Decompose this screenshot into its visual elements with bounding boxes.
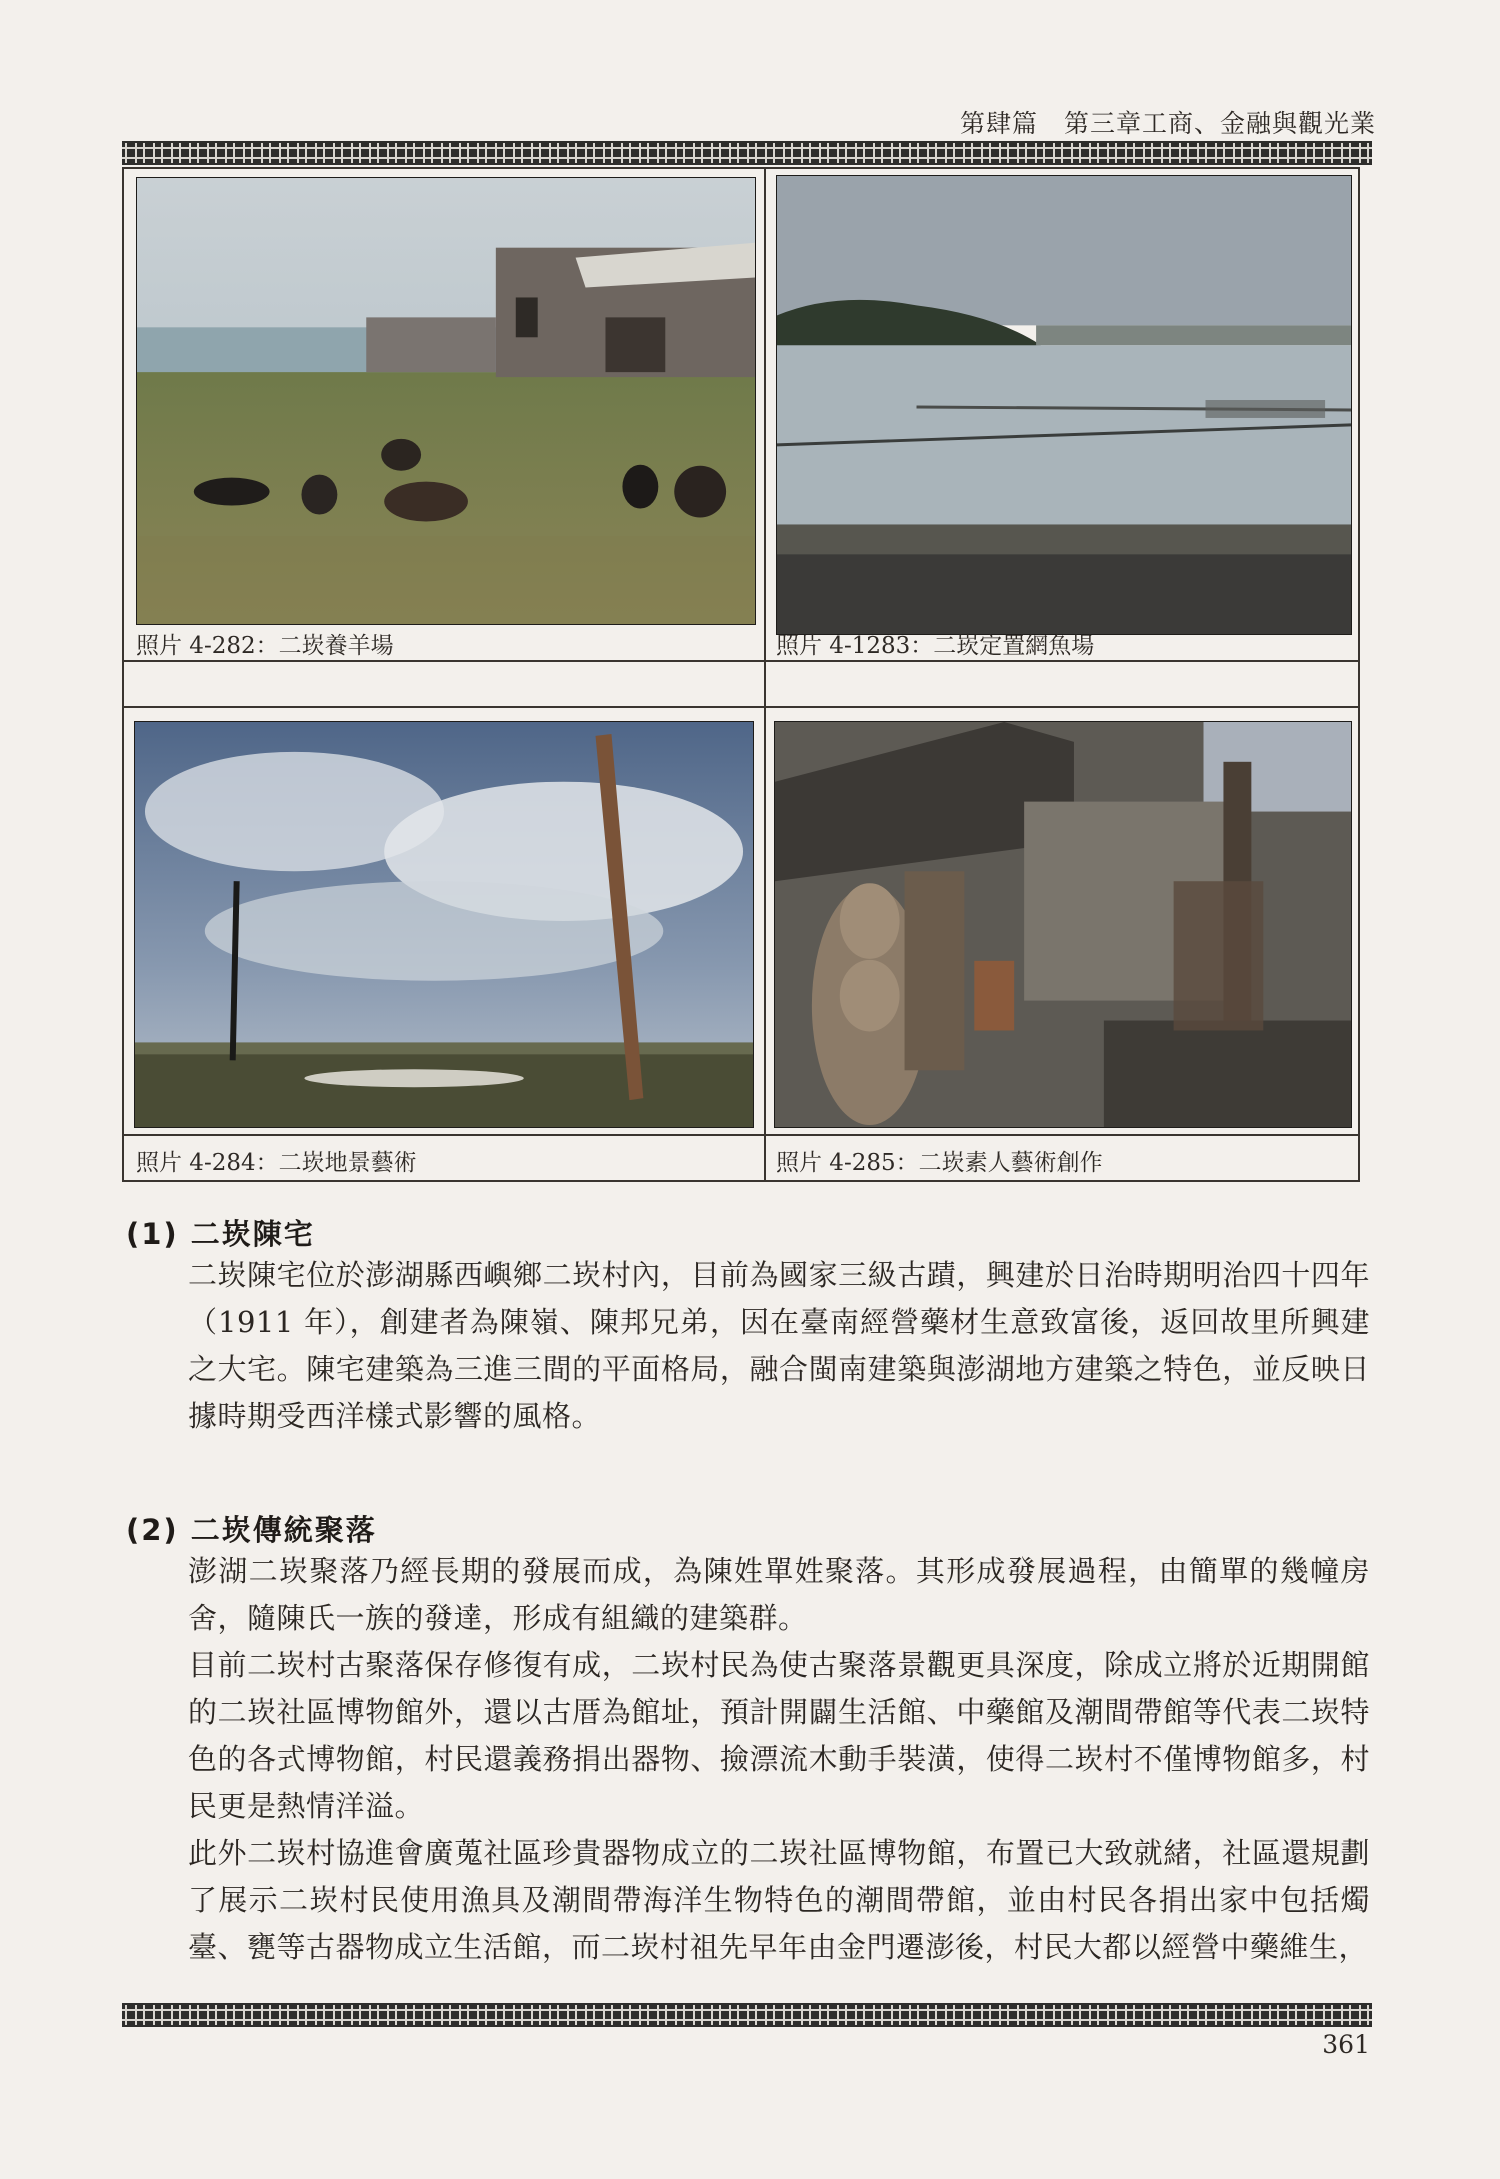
greek-key-border-top [122,141,1372,165]
paragraph-text: 目前二崁村古聚落保存修復有成，二崁村民為使古聚落景觀更具深度，除成立將於近期開館的二崁社區博物館外，還以古厝為館址，預計開闢生活館、中藥館及潮間帶館等代表二崁特色的各式博物館，村民還義務捐出器物、撿漂流木動手裝潢，使得二崁村不僅博物館多，村民更是熱情洋溢。 [188,1648,1370,1823]
photo-fishing-ground [776,175,1352,635]
paragraph-text: 二崁陳宅位於澎湖縣西嶼鄉二崁村內，目前為國家三級古蹟，興建於日治時期明治四十四年（1911 年），創建者為陳嶺、陳邦兄弟，因在臺南經營藥材生意致富後，返回故里所興建之大宅。陳宅建築為三進三間的平面格局，融合閩南建築與澎湖地方建築之特色，並反映日據時期受西洋樣式影響的風格。 [188,1258,1370,1433]
grid-divider-caption-1 [124,660,1358,662]
photo-caption: 照片 4-282：二崁養羊場 [136,633,394,659]
paragraph-text: 此外二崁村協進會廣蒐社區珍貴器物成立的二崁社區博物館，布置已大致就緒，社區還規劃了展示二崁村民使用漁具及潮間帶海洋生物特色的潮間帶館，並由村民各捐出家中包括燭臺、甕等古器物成立生活館，而二崁村祖先早年由金門遷澎後，村民大都以經營中藥維生， [188,1836,1370,1964]
page-number: 361 [1322,2030,1370,2059]
photo-grid [122,167,1360,1182]
greek-key-border-bottom [122,2003,1372,2027]
grid-divider-caption-2 [124,1134,1358,1136]
photo-folk-art [774,721,1352,1128]
photo-goat-farm [136,177,756,625]
photo-land-art [134,721,754,1128]
grid-divider-middle [124,706,1358,708]
photo-caption: 照片 4-285：二崁素人藝術創作 [776,1150,1103,1176]
photo-caption: 照片 4-284：二崁地景藝術 [136,1150,417,1176]
running-header: 第肆篇 第三章工商、金融與觀光業 [959,109,1376,138]
section-heading: (1) 二崁陳宅 [126,1217,315,1251]
body-paragraph [122,1548,1370,1971]
grid-divider-vertical [764,169,766,1180]
section-heading: (2) 二崁傳統聚落 [126,1513,377,1547]
photo-caption: 照片 4-1283：二崁定置網魚場 [776,633,1095,659]
paragraph-text: 澎湖二崁聚落乃經長期的發展而成，為陳姓單姓聚落。其形成發展過程，由簡單的幾幢房舍，隨陳氏一族的發達，形成有組織的建築群。 [188,1554,1370,1635]
body-paragraph [122,1252,1370,1440]
